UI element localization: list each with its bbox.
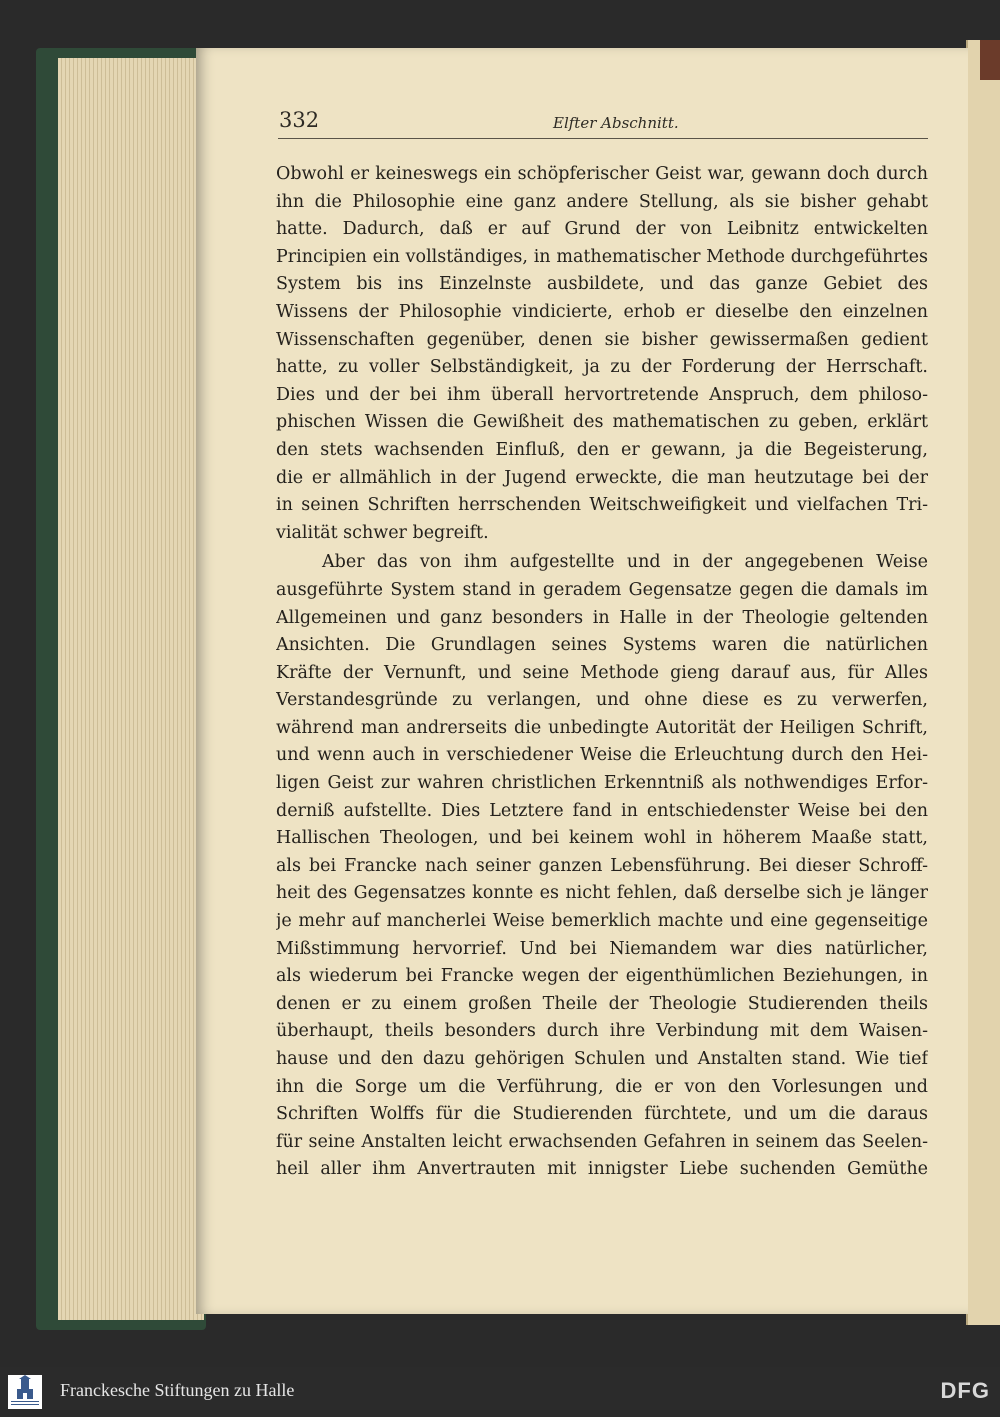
header-rule	[278, 138, 928, 139]
text-line: Principien ein vollständiges, in mathematischer Methode durchgeführtes	[276, 246, 928, 267]
text-line: Kräfte der Vernunft, und seine Methode gieng darauf aus, für Alles	[276, 662, 928, 683]
text-line: während man andrerseits die unbedingte Autorität der Heiligen Schrift,	[276, 717, 928, 738]
text-line: ihn die Philosophie eine ganz andere Stellung, als sie bisher gehabt	[276, 191, 928, 212]
francke-logo-icon[interactable]	[8, 1375, 42, 1409]
text-line: als bei Francke nach seiner ganzen Lebensführung. Bei dieser Schroff-	[276, 855, 928, 876]
text-line: phischen Wissen die Gewißheit des mathematischen zu geben, erklärt	[276, 412, 928, 433]
text-line: ausgeführte System stand in geradem Gegensatze gegen die damals im	[276, 579, 928, 600]
page-edges	[58, 58, 204, 1320]
text-line: überhaupt, theils besonders durch ihre Verbindung mit dem Waisen-	[276, 1021, 928, 1042]
text-line: System bis ins Einzelnste ausbildete, und das ganze Gebiet des	[276, 274, 928, 295]
text-line: Hallischen Theologen, und bei keinem wohl in höherem Maaße statt,	[276, 828, 928, 849]
text-line: und wenn auch in verschiedener Weise die Erleuchtung durch den Hei-	[276, 745, 928, 766]
body-text	[276, 161, 928, 1184]
facing-page-edge	[966, 40, 1000, 1325]
text-line: hause und den dazu gehörigen Schulen und Anstalten stand. Wie tief	[276, 1049, 928, 1069]
facing-cover-corner	[980, 40, 1000, 80]
running-head: Elfter Abschnitt.	[553, 114, 679, 132]
page-number: 332	[279, 108, 320, 132]
text-line: vialität schwer begreift.	[276, 522, 489, 543]
text-line: Aber das von ihm aufgestellte und in der angegebenen Weise	[322, 552, 928, 573]
text-line: Ansichten. Die Grundlagen seines Systems waren die natürlichen	[276, 635, 928, 656]
text-line: Dies und der bei ihm überall hervortretende Anspruch, dem philoso-	[276, 384, 928, 405]
text-line: Wissens der Philosophie vindicierte, erhob er dieselbe den einzelnen	[276, 301, 928, 322]
text-line: Wissenschaften gegenüber, denen sie bisher gewissermaßen gedient	[276, 329, 928, 350]
text-line: heil aller ihm Anvertrauten mit innigster Liebe suchenden Gemüthe	[276, 1159, 928, 1180]
text-line: Verstandesgründe zu verlangen, und ohne diese es zu verwerfen,	[276, 690, 928, 711]
text-line: in seinen Schriften herrschenden Weitschweifigkeit und vielfachen Tri-	[276, 495, 928, 516]
text-line: für seine Anstalten leicht erwachsenden Gefahren in seinem das Seelen-	[276, 1131, 928, 1152]
text-line: hatte, zu voller Selbständigkeit, ja zu der Forderung der Herrschaft.	[276, 357, 928, 378]
text-line: die er allmählich in der Jugend erweckte, die man heutzutage bei der	[276, 467, 928, 488]
text-line: Obwohl er keineswegs ein schöpferischer Geist war, gewann doch durch	[276, 164, 928, 184]
text-line: Schriften Wolffs für die Studierenden fürchtete, und um die daraus	[276, 1104, 928, 1125]
text-line: derniß aufstellte. Dies Letztere fand in entschiedenster Weise bei den	[276, 800, 928, 821]
viewer-footer	[0, 1367, 1000, 1417]
text-line: als wiederum bei Francke wegen der eigenthümlichen Beziehungen, in	[276, 966, 928, 987]
text-line: den stets wachsenden Einfluß, den er gewann, ja die Begeisterung,	[276, 439, 928, 460]
text-line: heit des Gegensatzes konnte es nicht fehlen, daß derselbe sich je länger	[276, 883, 928, 904]
text-line: hatte. Dadurch, daß er auf Grund der von Leibnitz entwickelten	[276, 219, 928, 240]
dfg-logo[interactable]: DFG	[940, 1378, 990, 1403]
text-line: ligen Geist zur wahren christlichen Erkenntniß als nothwendiges Erfor-	[276, 773, 928, 794]
text-line: denen er zu einem großen Theile der Theologie Studierenden theils	[276, 993, 928, 1014]
text-line: ihn die Sorge um die Verführung, die er von den Vorlesungen und	[276, 1076, 928, 1097]
text-line: je mehr auf mancherlei Weise bemerklich machte und eine gegenseitige	[276, 911, 928, 932]
text-line: Mißstimmung hervorrief. Und bei Niemandem war dies natürlicher,	[276, 938, 928, 959]
institution-name[interactable]: Franckesche Stiftungen zu Halle	[60, 1380, 295, 1400]
text-line: Allgemeinen und ganz besonders in Halle in der Theologie geltenden	[276, 607, 928, 628]
